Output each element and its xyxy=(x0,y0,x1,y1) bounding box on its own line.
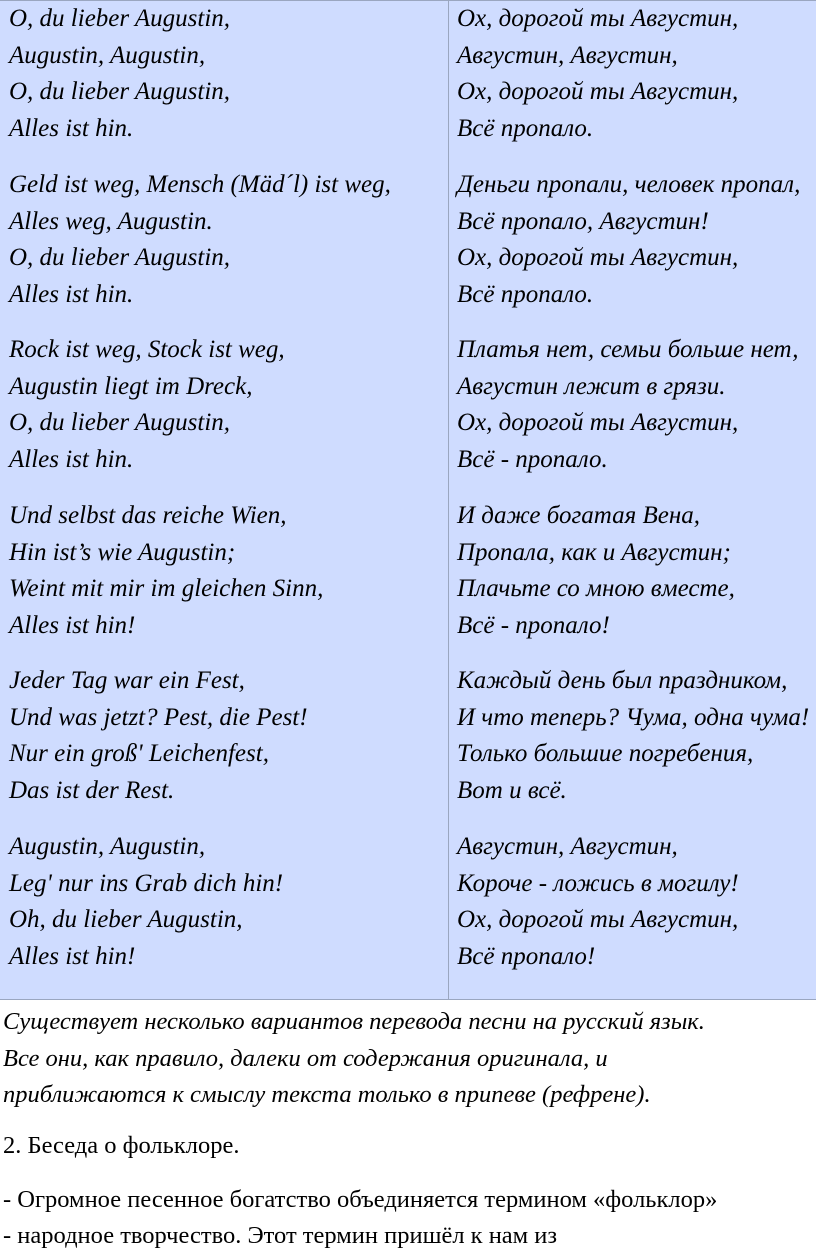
stanza-german-2 xyxy=(9,167,391,314)
poem-line: Alles ist hin! xyxy=(9,943,136,971)
poem-line: Каждый день был праздником, xyxy=(457,667,788,694)
poem-line: И что теперь? Чума, одна чума! xyxy=(457,703,810,731)
stanza-russian-4 xyxy=(457,498,735,645)
note-line: Все они, как правило, далеки от содержания оригинала, и xyxy=(3,1044,608,1072)
poem-line: Всё пропало! xyxy=(457,943,596,971)
poem-line: Всё - пропало! xyxy=(457,612,610,640)
poem-line: Augustin, Augustin, xyxy=(9,833,206,860)
paragraph-line: - народное творчество. Этот термин пришёл к нам из xyxy=(3,1222,558,1249)
poem-line: Augustin, Augustin, xyxy=(9,41,206,69)
poem-line: Jeder Tag war ein Fest, xyxy=(9,667,245,694)
poem-line: Ох, дорогой ты Августин, xyxy=(457,5,739,32)
poem-line: O, du lieber Augustin, xyxy=(9,244,231,272)
body-paragraph xyxy=(3,1182,717,1254)
stanza-russian-2 xyxy=(457,167,800,314)
note-line: Существует несколько вариантов перевода песни на русский язык. xyxy=(3,1008,705,1035)
poem-line: O, du lieber Augustin, xyxy=(9,78,231,106)
poem-line: Alles ist hin. xyxy=(9,115,134,143)
poem-line: Ох, дорогой ты Августин, xyxy=(457,244,739,272)
poem-line: Augustin liegt im Dreck, xyxy=(9,372,253,400)
poem-line: Августин лежит в грязи. xyxy=(457,372,726,400)
poem-line: Und selbst das reiche Wien, xyxy=(9,502,287,529)
poem-line: Alles weg, Augustin. xyxy=(9,207,213,235)
poem-line: Только большие погребения, xyxy=(457,740,754,768)
poem-line: Alles ist hin! xyxy=(9,612,136,640)
poem-line: Платья нет, семьи больше нет, xyxy=(457,336,799,363)
poem-line: Всё пропало. xyxy=(457,115,594,143)
poem-line: Geld ist weg, Mensch (Mäd´l) ist weg, xyxy=(9,171,391,198)
poem-line: И даже богатая Вена, xyxy=(457,502,700,529)
poem-line: Weint mit mir im gleichen Sinn, xyxy=(9,575,324,603)
stanza-german-6 xyxy=(9,829,283,976)
stanza-russian-3 xyxy=(457,332,798,479)
poem-line: Всё пропало. xyxy=(457,281,594,309)
poem-line: Пропала, как и Августин; xyxy=(457,538,731,566)
poem-line: Августин, Августин, xyxy=(457,41,678,69)
poem-line: Alles ist hin. xyxy=(9,446,134,474)
poem-line: Всё пропало, Августин! xyxy=(457,207,709,235)
stanza-russian-6 xyxy=(457,829,739,976)
poem-line: Деньги пропали, человек пропал, xyxy=(457,171,801,198)
poem-line: Вот и всё. xyxy=(457,777,567,805)
stanza-german-1 xyxy=(9,1,230,148)
poem-line: Das ist der Rest. xyxy=(9,777,175,805)
column-divider xyxy=(448,1,449,1000)
note-line: приближаются к смыслу текста только в припеве (рефрене). xyxy=(3,1081,651,1108)
poem-line: Всё - пропало. xyxy=(457,446,608,474)
stanza-russian-1 xyxy=(457,1,738,148)
stanza-russian-5 xyxy=(457,663,809,810)
translation-note xyxy=(3,1004,813,1114)
poem-line: Leg' nur ins Grab dich hin! xyxy=(9,869,284,897)
poem-line: Und was jetzt? Pest, die Pest! xyxy=(9,703,308,731)
poem-line: Hin ist’s wie Augustin; xyxy=(9,538,236,566)
poem-line: Ох, дорогой ты Августин, xyxy=(457,906,739,934)
poem-line: Плачьте со мною вместе, xyxy=(457,575,735,603)
poem-line: Alles ist hin. xyxy=(9,281,134,309)
poem-line: Rock ist weg, Stock ist weg, xyxy=(9,336,285,363)
stanza-german-4 xyxy=(9,498,323,645)
poem-line: O, du lieber Augustin, xyxy=(9,409,231,437)
stanza-german-5 xyxy=(9,663,308,810)
poem-line: Oh, du lieber Augustin, xyxy=(9,906,243,934)
poem-line: Августин, Августин, xyxy=(457,833,678,860)
poem-line: Nur ein groß' Leichenfest, xyxy=(9,740,269,768)
section-heading: 2. Беседа о фольклоре. xyxy=(3,1132,240,1159)
paragraph-line: - Огромное песенное богатство объединяется термином «фольклор» xyxy=(3,1186,718,1213)
poem-line: Короче - ложись в могилу! xyxy=(457,869,739,897)
stanza-german-3 xyxy=(9,332,285,479)
poem-line: Ох, дорогой ты Августин, xyxy=(457,78,739,106)
poem-line: Ох, дорогой ты Августин, xyxy=(457,409,739,437)
poem-line: O, du lieber Augustin, xyxy=(9,5,231,32)
